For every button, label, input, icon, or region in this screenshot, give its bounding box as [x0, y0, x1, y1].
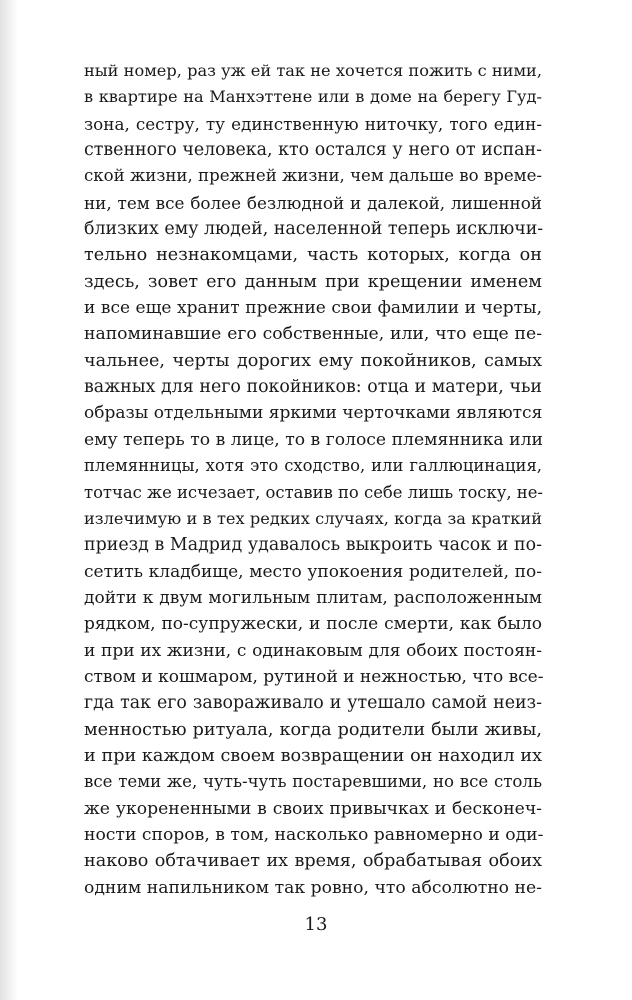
text-line: излечимую и в тех редких случаях, когда за краткий	[84, 508, 542, 528]
text-line: сетить кладбище, место упокоения родителей, по-	[84, 561, 542, 582]
text-line: ством и кошмаром, рутиной и нежностью, что все-	[84, 666, 544, 687]
text-line: образы отдельными яркими черточками являются	[84, 403, 543, 424]
text-line: племянницы, хотя это сходство, или галлюцинация,	[84, 456, 542, 476]
text-line: дойти к двум могильным плитам, расположенным	[84, 587, 542, 608]
text-line: гда так его завораживало и утешало самой неиз-	[84, 693, 542, 714]
text-line: ской жизни, прежней жизни, чем дальше во време-	[84, 166, 542, 186]
text-line: приезд в Мадрид удавалось выкроить часок и по-	[84, 535, 542, 556]
text-line: тельно незнакомцами, часть которых, когда он	[84, 245, 542, 266]
text-line: напоминавшие его собственные, или, что еще пе-	[84, 324, 542, 345]
text-line: в квартире на Манхэттене или в доме на берегу Гуд-	[84, 87, 542, 107]
text-line: же укорененными в своих привычках и бесконеч-	[84, 798, 542, 819]
text-line: ности споров, в том, насколько равномерно и оди-	[84, 824, 544, 845]
text-line: тотчас же исчезает, оставив по себе лишь тоску, не-	[84, 482, 543, 502]
text-line: здесь, зовет его данным при крещении именем	[84, 271, 542, 292]
text-line: и все еще хранит прежние свои фамилии и черты,	[84, 298, 542, 319]
text-line: чальнее, черты дорогих ему покойников, самых	[84, 350, 542, 371]
page-number: 13	[304, 914, 328, 935]
text-line: ственного человека, кто остался у него от испан-	[84, 140, 542, 161]
text-line: важных для него покойников: отца и матери, чьи	[84, 377, 542, 398]
text-line: все теми же, чуть-чуть постаревшими, но все столь	[84, 772, 542, 792]
text-line: зона, сестру, ту единственную ниточку, того един-	[84, 113, 542, 134]
body-text	[84, 58, 542, 901]
text-line: и при каждом своем возвращении он находил их	[84, 745, 542, 766]
page-edge-shadow	[0, 0, 18, 1000]
text-line: одним напильником так ровно, что абсолютно не-	[84, 877, 542, 898]
text-line: менностью ритуала, когда родители были живы,	[84, 719, 542, 740]
text-line: близких ему людей, населенной теперь исключи-	[84, 219, 544, 240]
text-line: ни, тем все более безлюдной и далекой, лишенной	[84, 192, 542, 213]
text-line: ный номер, раз уж ей так не хочется пожить с ними,	[84, 61, 542, 80]
text-line: рядком, по-супружески, и после смерти, как было	[84, 614, 542, 635]
text-line: ему теперь то в лице, то в голосе племянника или	[84, 429, 543, 450]
text-line: и при их жизни, с одинаковым для обоих постоян-	[84, 640, 542, 661]
text-line: наково обтачивает их время, обрабатывая обоих	[84, 851, 542, 872]
